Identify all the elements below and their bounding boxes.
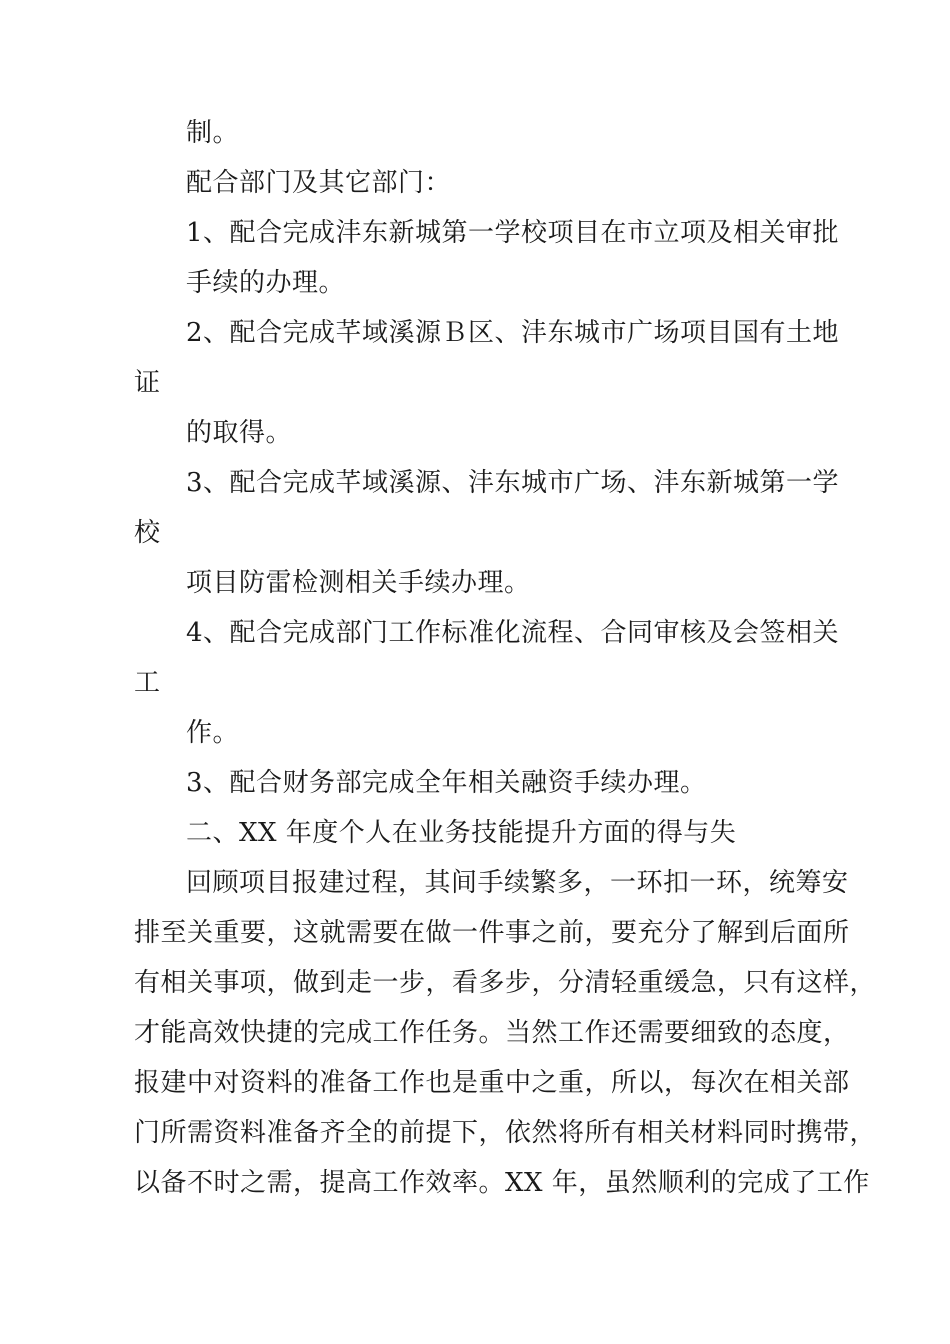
paragraph-line: 门所需资料准备齐全的前提下，依然将所有相关材料同时携带，	[134, 1118, 877, 1148]
text-line: 手续的办理。	[186, 268, 346, 298]
paragraph-line: 排至关重要，这就需要在做一件事之前，要充分了解到后面所	[134, 918, 850, 948]
paragraph-line: 回顾项目报建过程，其间手续繁多，一环扣一环，统筹安	[186, 868, 849, 898]
text-line: 配合部门及其它部门：	[186, 168, 452, 198]
text-line: 3、配合财务部完成全年相关融资手续办理。	[186, 768, 707, 798]
text-line: 的取得。	[186, 418, 293, 448]
text-line: 2、配合完成芊域溪源Ｂ区、沣东城市广场项目国有土地	[186, 318, 840, 348]
text-line: 制。	[186, 118, 240, 148]
text-line: 工	[134, 668, 161, 698]
text-line: 项目防雷检测相关手续办理。	[186, 568, 531, 598]
text-line: 1、配合完成沣东新城第一学校项目在市立项及相关审批	[186, 218, 840, 248]
text-line: 4、配合完成部门工作标准化流程、合同审核及会签相关	[186, 618, 840, 648]
paragraph-line: 才能高效快捷的完成工作任务。当然工作还需要细致的态度，	[134, 1018, 850, 1048]
paragraph-line: 报建中对资料的准备工作也是重中之重，所以，每次在相关部	[134, 1068, 850, 1098]
text-line: 作。	[186, 718, 240, 748]
paragraph-line: 有相关事项，做到走一步，看多步，分清轻重缓急，只有这样，	[134, 968, 877, 998]
text-line: 证	[134, 368, 161, 398]
section-heading: 二、XX 年度个人在业务技能提升方面的得与失	[186, 818, 737, 848]
text-line: 校	[134, 518, 161, 548]
paragraph-line: 以备不时之需，提高工作效率。XX 年，虽然顺利的完成了工作	[134, 1168, 870, 1198]
text-line: 3、配合完成芊域溪源、沣东城市广场、沣东新城第一学	[186, 468, 840, 498]
